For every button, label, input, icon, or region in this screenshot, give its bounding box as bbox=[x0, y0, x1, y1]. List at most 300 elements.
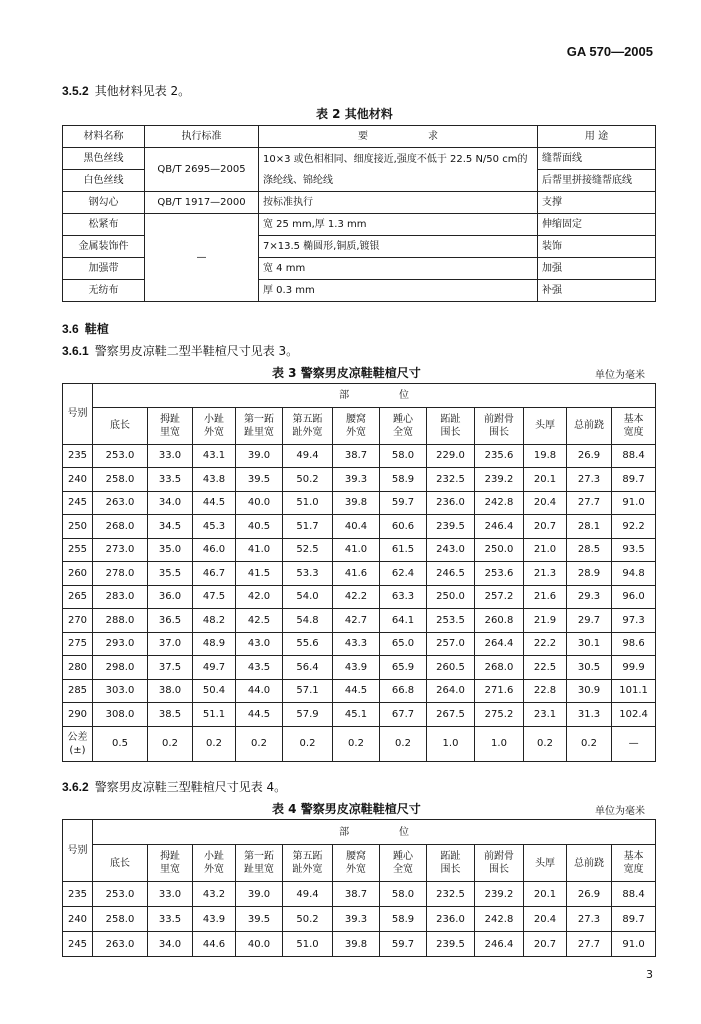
size-cell: 290 bbox=[63, 703, 93, 727]
material-name: 加强带 bbox=[63, 258, 145, 280]
value-cell: 65.0 bbox=[380, 632, 427, 656]
value-cell: 33.5 bbox=[148, 907, 193, 932]
column-header bbox=[380, 407, 427, 444]
column-header bbox=[612, 407, 656, 444]
column-header bbox=[236, 407, 283, 444]
tolerance-cell: 1.0 bbox=[427, 726, 475, 761]
material-name: 白色丝线 bbox=[63, 170, 145, 192]
column-header-line: 腰窝 bbox=[346, 851, 366, 862]
value-cell: 27.7 bbox=[567, 491, 612, 515]
value-cell: 54.8 bbox=[283, 609, 333, 633]
value-cell: 47.5 bbox=[193, 585, 236, 609]
table-3-caption: 表 3 警察男皮凉鞋鞋楦尺寸 bbox=[272, 366, 421, 380]
value-cell: 20.1 bbox=[524, 468, 567, 492]
size-cell: 245 bbox=[63, 932, 93, 957]
value-cell: 308.0 bbox=[93, 703, 148, 727]
table-row bbox=[63, 562, 656, 586]
column-header bbox=[427, 407, 475, 444]
column-header bbox=[93, 407, 148, 444]
use-cell: 补强 bbox=[538, 280, 656, 302]
section-number: 3.6.2 bbox=[62, 780, 89, 794]
value-cell: 39.3 bbox=[333, 468, 380, 492]
column-header-line: 里宽 bbox=[160, 426, 180, 438]
table-row bbox=[63, 538, 656, 562]
value-cell: 51.7 bbox=[283, 515, 333, 539]
column-header-line: 围长 bbox=[440, 864, 461, 875]
value-cell: 229.0 bbox=[427, 444, 475, 468]
value-cell: 44.5 bbox=[193, 491, 236, 515]
value-cell: 20.7 bbox=[524, 932, 567, 957]
column-header-line: 外宽 bbox=[346, 864, 366, 875]
column-header-line: 拇趾 bbox=[160, 413, 180, 425]
table-row bbox=[63, 148, 656, 170]
value-cell: 246.4 bbox=[475, 932, 524, 957]
column-header-line: 头厚 bbox=[535, 857, 555, 869]
value-cell: 232.5 bbox=[427, 882, 475, 907]
requirement-cell: 按标准执行 bbox=[259, 192, 538, 214]
standard-cell: QB/T 2695—2005 bbox=[145, 148, 259, 192]
value-cell: 59.7 bbox=[380, 932, 427, 957]
value-cell: 275.2 bbox=[475, 703, 524, 727]
value-cell: 39.3 bbox=[333, 907, 380, 932]
material-name: 松紧布 bbox=[63, 214, 145, 236]
use-cell: 加强 bbox=[538, 258, 656, 280]
value-cell: 29.7 bbox=[567, 609, 612, 633]
table-row bbox=[63, 632, 656, 656]
value-cell: 258.0 bbox=[93, 468, 148, 492]
table-header-row bbox=[63, 126, 656, 148]
column-header-line: 总前跷 bbox=[574, 420, 604, 431]
value-cell: 264.4 bbox=[475, 632, 524, 656]
value-cell: 273.0 bbox=[93, 538, 148, 562]
header-cell: 执行标准 bbox=[145, 126, 259, 148]
table-row bbox=[63, 907, 656, 932]
value-cell: 37.5 bbox=[148, 656, 193, 680]
table-header-row bbox=[63, 820, 656, 845]
value-cell: 257.0 bbox=[427, 632, 475, 656]
size-cell: 270 bbox=[63, 609, 93, 633]
table-2-caption: 表 2 其他材料 bbox=[316, 107, 393, 121]
value-cell: 239.2 bbox=[475, 882, 524, 907]
size-cell: 255 bbox=[63, 538, 93, 562]
value-cell: 253.6 bbox=[475, 562, 524, 586]
value-cell: 246.4 bbox=[475, 515, 524, 539]
value-cell: 39.0 bbox=[236, 882, 283, 907]
section-number: 3.6 bbox=[62, 322, 79, 336]
requirement-cell: 宽 25 mm,厚 1.3 mm bbox=[259, 214, 538, 236]
column-header-line: 踵心 bbox=[393, 413, 413, 425]
header-cell: 用 途 bbox=[538, 126, 656, 148]
value-cell: 101.1 bbox=[612, 679, 656, 703]
value-cell: 38.7 bbox=[333, 882, 380, 907]
value-cell: 43.8 bbox=[193, 468, 236, 492]
value-cell: 253.0 bbox=[93, 444, 148, 468]
column-header-line: 外宽 bbox=[204, 426, 224, 438]
column-header-line: 第五跖 bbox=[292, 413, 323, 425]
value-cell: 260.8 bbox=[475, 609, 524, 633]
value-cell: 39.8 bbox=[333, 491, 380, 515]
value-cell: 35.0 bbox=[148, 538, 193, 562]
value-cell: 30.9 bbox=[567, 679, 612, 703]
value-cell: 43.9 bbox=[333, 656, 380, 680]
value-cell: 243.0 bbox=[427, 538, 475, 562]
table-4-caption: 表 4 警察男皮凉鞋鞋楦尺寸 bbox=[272, 802, 421, 816]
table-row bbox=[63, 468, 656, 492]
value-cell: 236.0 bbox=[427, 491, 475, 515]
tolerance-label-line: (±) bbox=[69, 744, 86, 756]
column-header-line: 第一跖 bbox=[244, 851, 274, 862]
column-header bbox=[148, 845, 193, 882]
value-cell: 91.0 bbox=[612, 932, 656, 957]
value-cell: 246.5 bbox=[427, 562, 475, 586]
value-cell: 49.4 bbox=[283, 444, 333, 468]
section-text: 警察男皮凉鞋三型鞋楦尺寸见表 4。 bbox=[94, 780, 287, 794]
use-cell: 装饰 bbox=[538, 236, 656, 258]
use-cell: 缝帮面线 bbox=[538, 148, 656, 170]
column-header-line: 头厚 bbox=[535, 420, 555, 431]
value-cell: 26.9 bbox=[567, 444, 612, 468]
value-cell: 293.0 bbox=[93, 632, 148, 656]
section-3-6 bbox=[62, 320, 109, 337]
value-cell: 33.0 bbox=[148, 882, 193, 907]
column-header bbox=[475, 407, 524, 444]
value-cell: 27.3 bbox=[567, 907, 612, 932]
column-header bbox=[193, 407, 236, 444]
value-cell: 57.1 bbox=[283, 679, 333, 703]
section-3-6-1 bbox=[62, 342, 298, 359]
value-cell: 97.3 bbox=[612, 609, 656, 633]
value-cell: 46.0 bbox=[193, 538, 236, 562]
table-3-unit: 单位为毫米 bbox=[595, 370, 645, 381]
section-3-5-2 bbox=[62, 82, 190, 99]
table-2-other-materials bbox=[62, 125, 656, 302]
value-cell: 49.7 bbox=[193, 656, 236, 680]
tolerance-cell: 1.0 bbox=[475, 726, 524, 761]
value-cell: 40.5 bbox=[236, 515, 283, 539]
column-header bbox=[427, 845, 475, 882]
value-cell: 39.8 bbox=[333, 932, 380, 957]
value-cell: 235.6 bbox=[475, 444, 524, 468]
value-cell: 21.0 bbox=[524, 538, 567, 562]
value-cell: 45.3 bbox=[193, 515, 236, 539]
page-number: 3 bbox=[646, 968, 653, 981]
value-cell: 38.0 bbox=[148, 679, 193, 703]
table-row bbox=[63, 882, 656, 907]
tolerance-cell: 0.2 bbox=[380, 726, 427, 761]
value-cell: 288.0 bbox=[93, 609, 148, 633]
value-cell: 40.0 bbox=[236, 932, 283, 957]
table-row bbox=[63, 214, 656, 236]
size-cell: 235 bbox=[63, 882, 93, 907]
value-cell: 43.2 bbox=[193, 882, 236, 907]
tolerance-label-line: 公差 bbox=[67, 731, 88, 743]
value-cell: 258.0 bbox=[93, 907, 148, 932]
value-cell: 19.8 bbox=[524, 444, 567, 468]
requirement-cell: 10×3 或色相相同、细度接近,强度不低于 22.5 N/50 cm的涤纶线、锦纶线 bbox=[259, 148, 538, 192]
value-cell: 34.0 bbox=[148, 491, 193, 515]
table-row bbox=[63, 703, 656, 727]
value-cell: 56.4 bbox=[283, 656, 333, 680]
column-header-line: 腰窝 bbox=[346, 413, 366, 425]
value-cell: 46.7 bbox=[193, 562, 236, 586]
table-row bbox=[63, 609, 656, 633]
column-header-line: 趾外宽 bbox=[292, 864, 323, 875]
value-cell: 21.6 bbox=[524, 585, 567, 609]
column-header-line: 跖趾 bbox=[440, 413, 461, 425]
value-cell: 242.8 bbox=[475, 491, 524, 515]
material-name: 无纺布 bbox=[63, 280, 145, 302]
value-cell: 58.9 bbox=[380, 907, 427, 932]
value-cell: 45.1 bbox=[333, 703, 380, 727]
value-cell: 42.5 bbox=[236, 609, 283, 633]
use-cell: 支撑 bbox=[538, 192, 656, 214]
value-cell: 42.0 bbox=[236, 585, 283, 609]
material-name: 黑色丝线 bbox=[63, 148, 145, 170]
value-cell: 49.4 bbox=[283, 882, 333, 907]
value-cell: 66.8 bbox=[380, 679, 427, 703]
value-cell: 64.1 bbox=[380, 609, 427, 633]
value-cell: 39.0 bbox=[236, 444, 283, 468]
value-cell: 34.5 bbox=[148, 515, 193, 539]
size-cell: 250 bbox=[63, 515, 93, 539]
header-cell: 要 求 bbox=[259, 126, 538, 148]
column-header-line: 第一跖 bbox=[244, 413, 274, 425]
column-header-line: 外宽 bbox=[204, 864, 224, 875]
value-cell: 263.0 bbox=[93, 491, 148, 515]
requirement-cell: 7×13.5 椭圆形,铜质,镀银 bbox=[259, 236, 538, 258]
column-header bbox=[148, 407, 193, 444]
tolerance-cell: 0.2 bbox=[283, 726, 333, 761]
column-header bbox=[333, 407, 380, 444]
column-header-line: 里宽 bbox=[160, 864, 180, 875]
value-cell: 41.0 bbox=[333, 538, 380, 562]
column-header-line: 小趾 bbox=[204, 413, 224, 425]
tolerance-cell: — bbox=[612, 726, 656, 761]
value-cell: 54.0 bbox=[283, 585, 333, 609]
value-cell: 93.5 bbox=[612, 538, 656, 562]
table-row bbox=[63, 192, 656, 214]
table-row bbox=[63, 932, 656, 957]
column-header bbox=[193, 845, 236, 882]
value-cell: 28.5 bbox=[567, 538, 612, 562]
value-cell: 278.0 bbox=[93, 562, 148, 586]
column-header-line: 围长 bbox=[489, 864, 509, 875]
value-cell: 91.0 bbox=[612, 491, 656, 515]
value-cell: 253.5 bbox=[427, 609, 475, 633]
value-cell: 22.8 bbox=[524, 679, 567, 703]
value-cell: 37.0 bbox=[148, 632, 193, 656]
value-cell: 58.9 bbox=[380, 468, 427, 492]
value-cell: 44.5 bbox=[333, 679, 380, 703]
value-cell: 48.2 bbox=[193, 609, 236, 633]
column-header-line: 趾里宽 bbox=[244, 426, 274, 438]
value-cell: 44.0 bbox=[236, 679, 283, 703]
value-cell: 102.4 bbox=[612, 703, 656, 727]
column-header-line: 底长 bbox=[110, 857, 130, 869]
table-row bbox=[63, 679, 656, 703]
size-cell: 235 bbox=[63, 444, 93, 468]
requirement-cell: 宽 4 mm bbox=[259, 258, 538, 280]
value-cell: 43.3 bbox=[333, 632, 380, 656]
column-header-line: 前跗骨 bbox=[484, 851, 514, 862]
column-header bbox=[333, 845, 380, 882]
value-cell: 41.6 bbox=[333, 562, 380, 586]
value-cell: 62.4 bbox=[380, 562, 427, 586]
value-cell: 44.6 bbox=[193, 932, 236, 957]
value-cell: 21.9 bbox=[524, 609, 567, 633]
value-cell: 55.6 bbox=[283, 632, 333, 656]
tolerance-cell: 0.2 bbox=[193, 726, 236, 761]
value-cell: 30.5 bbox=[567, 656, 612, 680]
value-cell: 28.1 bbox=[567, 515, 612, 539]
value-cell: 31.3 bbox=[567, 703, 612, 727]
value-cell: 36.0 bbox=[148, 585, 193, 609]
value-cell: 267.5 bbox=[427, 703, 475, 727]
column-header-line: 趾里宽 bbox=[244, 864, 274, 875]
value-cell: 57.9 bbox=[283, 703, 333, 727]
standard-cell: QB/T 1917—2000 bbox=[145, 192, 259, 214]
value-cell: 268.0 bbox=[93, 515, 148, 539]
value-cell: 250.0 bbox=[427, 585, 475, 609]
column-header-line: 基本 bbox=[623, 851, 644, 862]
value-cell: 22.5 bbox=[524, 656, 567, 680]
column-header-line: 拇趾 bbox=[160, 851, 180, 862]
value-cell: 36.5 bbox=[148, 609, 193, 633]
value-cell: 33.5 bbox=[148, 468, 193, 492]
value-cell: 40.0 bbox=[236, 491, 283, 515]
tolerance-cell: 0.5 bbox=[93, 726, 148, 761]
value-cell: 58.0 bbox=[380, 444, 427, 468]
value-cell: 42.7 bbox=[333, 609, 380, 633]
value-cell: 27.7 bbox=[567, 932, 612, 957]
size-cell: 275 bbox=[63, 632, 93, 656]
use-cell: 伸缩固定 bbox=[538, 214, 656, 236]
value-cell: 50.2 bbox=[283, 907, 333, 932]
section-number: 3.5.2 bbox=[62, 84, 89, 98]
value-cell: 63.3 bbox=[380, 585, 427, 609]
value-cell: 283.0 bbox=[93, 585, 148, 609]
value-cell: 43.1 bbox=[193, 444, 236, 468]
value-cell: 50.4 bbox=[193, 679, 236, 703]
value-cell: 27.3 bbox=[567, 468, 612, 492]
size-cell: 240 bbox=[63, 907, 93, 932]
section-text: 警察男皮凉鞋二型半鞋楦尺寸见表 3。 bbox=[94, 344, 299, 358]
value-cell: 239.5 bbox=[427, 932, 475, 957]
section-text: 其他材料见表 2。 bbox=[94, 84, 191, 98]
value-cell: 58.0 bbox=[380, 882, 427, 907]
value-cell: 263.0 bbox=[93, 932, 148, 957]
value-cell: 298.0 bbox=[93, 656, 148, 680]
value-cell: 29.3 bbox=[567, 585, 612, 609]
size-cell: 265 bbox=[63, 585, 93, 609]
column-header bbox=[283, 407, 333, 444]
column-header-line: 第五跖 bbox=[292, 851, 323, 862]
value-cell: 271.6 bbox=[475, 679, 524, 703]
value-cell: 260.5 bbox=[427, 656, 475, 680]
header-cell: 材料名称 bbox=[63, 126, 145, 148]
value-cell: 88.4 bbox=[612, 444, 656, 468]
value-cell: 242.8 bbox=[475, 907, 524, 932]
value-cell: 21.3 bbox=[524, 562, 567, 586]
tolerance-cell: 0.2 bbox=[524, 726, 567, 761]
tolerance-cell: 0.2 bbox=[567, 726, 612, 761]
tolerance-label bbox=[63, 726, 93, 761]
column-header bbox=[93, 845, 148, 882]
value-cell: 33.0 bbox=[148, 444, 193, 468]
value-cell: 39.5 bbox=[236, 468, 283, 492]
column-header-line: 小趾 bbox=[204, 851, 224, 862]
value-cell: 65.9 bbox=[380, 656, 427, 680]
table-header-row bbox=[63, 407, 656, 444]
size-cell: 280 bbox=[63, 656, 93, 680]
column-header-line: 围长 bbox=[489, 426, 509, 438]
value-cell: 236.0 bbox=[427, 907, 475, 932]
table-row bbox=[63, 491, 656, 515]
table-header-row bbox=[63, 845, 656, 882]
value-cell: 99.9 bbox=[612, 656, 656, 680]
tolerance-cell: 0.2 bbox=[333, 726, 380, 761]
value-cell: 20.4 bbox=[524, 491, 567, 515]
value-cell: 43.9 bbox=[193, 907, 236, 932]
value-cell: 48.9 bbox=[193, 632, 236, 656]
value-cell: 22.2 bbox=[524, 632, 567, 656]
column-header bbox=[567, 407, 612, 444]
column-header bbox=[380, 845, 427, 882]
size-cell: 285 bbox=[63, 679, 93, 703]
column-header bbox=[567, 845, 612, 882]
value-cell: 26.9 bbox=[567, 882, 612, 907]
value-cell: 40.4 bbox=[333, 515, 380, 539]
requirement-cell: 厚 0.3 mm bbox=[259, 280, 538, 302]
table-row bbox=[63, 656, 656, 680]
part-header: 部 位 bbox=[93, 820, 656, 845]
column-header-line: 跖趾 bbox=[440, 851, 461, 862]
table-row bbox=[63, 515, 656, 539]
size-header: 号别 bbox=[63, 820, 93, 882]
value-cell: 43.5 bbox=[236, 656, 283, 680]
column-header bbox=[524, 407, 567, 444]
value-cell: 20.1 bbox=[524, 882, 567, 907]
column-header bbox=[283, 845, 333, 882]
value-cell: 20.4 bbox=[524, 907, 567, 932]
value-cell: 67.7 bbox=[380, 703, 427, 727]
value-cell: 41.0 bbox=[236, 538, 283, 562]
value-cell: 39.5 bbox=[236, 907, 283, 932]
standard-dash-cell: — bbox=[145, 214, 259, 302]
value-cell: 92.2 bbox=[612, 515, 656, 539]
value-cell: 38.7 bbox=[333, 444, 380, 468]
size-header: 号别 bbox=[63, 384, 93, 445]
column-header bbox=[236, 845, 283, 882]
section-text: 鞋楦 bbox=[84, 322, 109, 336]
size-cell: 245 bbox=[63, 491, 93, 515]
material-name: 钢勾心 bbox=[63, 192, 145, 214]
table-row bbox=[63, 585, 656, 609]
value-cell: 94.8 bbox=[612, 562, 656, 586]
value-cell: 89.7 bbox=[612, 907, 656, 932]
value-cell: 96.0 bbox=[612, 585, 656, 609]
value-cell: 98.6 bbox=[612, 632, 656, 656]
section-number: 3.6.1 bbox=[62, 344, 89, 358]
value-cell: 264.0 bbox=[427, 679, 475, 703]
column-header-line: 外宽 bbox=[346, 426, 366, 438]
value-cell: 35.5 bbox=[148, 562, 193, 586]
tolerance-cell: 0.2 bbox=[148, 726, 193, 761]
value-cell: 303.0 bbox=[93, 679, 148, 703]
part-header: 部 位 bbox=[93, 384, 656, 408]
value-cell: 38.5 bbox=[148, 703, 193, 727]
section-3-6-2 bbox=[62, 778, 286, 795]
